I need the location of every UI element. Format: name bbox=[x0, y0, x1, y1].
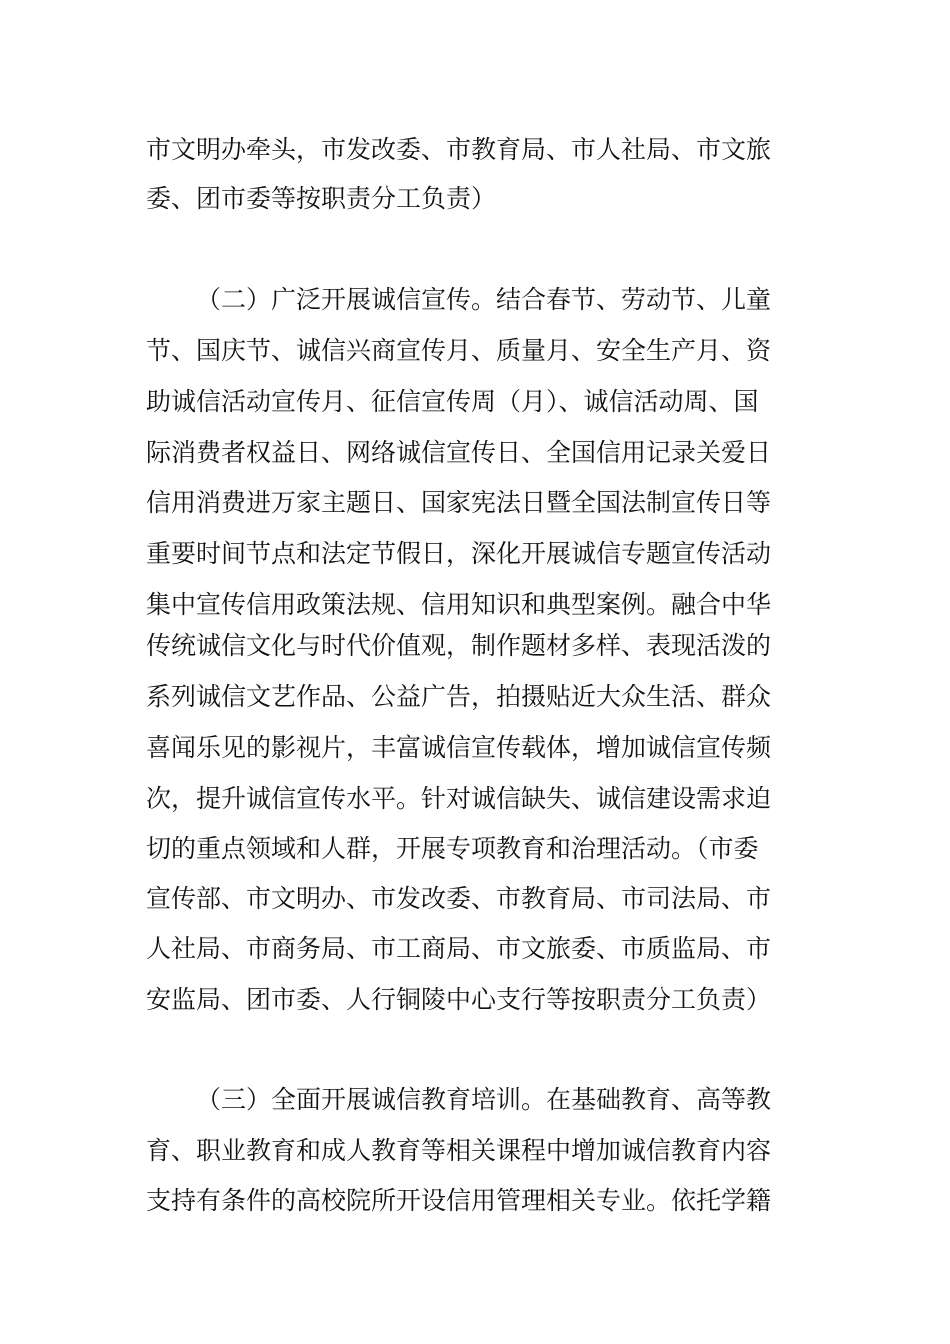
paragraph-2-line-4: 际消费者权益日、网络诚信宣传日、全国信用记录关爱日 bbox=[146, 438, 772, 467]
paragraph-2-line-6: 重要时间节点和法定节假日，深化开展诚信专题宣传活动 bbox=[146, 539, 772, 568]
paragraph-2-line-13: 宣传部、市文明办、市发改委、市教育局、市司法局、市 bbox=[146, 884, 772, 913]
paragraph-3-line-3: 支持有条件的高校院所开设信用管理相关专业。依托学籍 bbox=[146, 1186, 772, 1215]
paragraph-2-line-10: 喜闻乐见的影视片，丰富诚信宣传载体，增加诚信宣传频 bbox=[146, 733, 772, 762]
paragraph-2-line-1: （二）广泛开展诚信宣传。结合春节、劳动节、儿童 bbox=[196, 285, 772, 314]
paragraph-2-line-8: 传统诚信文化与时代价值观，制作题材多样、表现活泼的 bbox=[146, 631, 772, 660]
paragraph-2-line-11: 次，提升诚信宣传水平。针对诚信缺失、诚信建设需求迫 bbox=[146, 784, 772, 813]
paragraph-2-line-9: 系列诚信文艺作品、公益广告，拍摄贴近大众生活、群众 bbox=[146, 682, 772, 711]
paragraph-2-line-14: 人社局、市商务局、市工商局、市文旅委、市质监局、市 bbox=[146, 934, 772, 963]
paragraph-1-line-1: 市文明办牵头，市发改委、市教育局、市人社局、市文旅 bbox=[146, 135, 772, 164]
paragraph-2-line-2: 节、国庆节、诚信兴商宣传月、质量月、安全生产月、资 bbox=[146, 336, 772, 365]
paragraph-2-line-7: 集中宣传信用政策法规、信用知识和典型案例。融合中华 bbox=[146, 590, 772, 619]
paragraph-2-line-15: 安监局、团市委、人行铜陵中心支行等按职责分工负责） bbox=[146, 985, 772, 1014]
paragraph-1-line-2: 委、团市委等按职责分工负责） bbox=[146, 184, 497, 213]
paragraph-2-line-3: 助诚信活动宣传月、征信宣传周（月）、诚信活动周、国 bbox=[146, 387, 759, 416]
paragraph-2-line-5: 信用消费进万家主题日、国家宪法日暨全国法制宣传日等 bbox=[146, 488, 772, 517]
paragraph-3-line-1: （三）全面开展诚信教育培训。在基础教育、高等教 bbox=[196, 1085, 772, 1114]
paragraph-2-line-12: 切的重点领域和人群，开展专项教育和治理活动。（市委 bbox=[146, 834, 759, 863]
paragraph-3-line-2: 育、职业教育和成人教育等相关课程中增加诚信教育内容 bbox=[146, 1136, 772, 1165]
